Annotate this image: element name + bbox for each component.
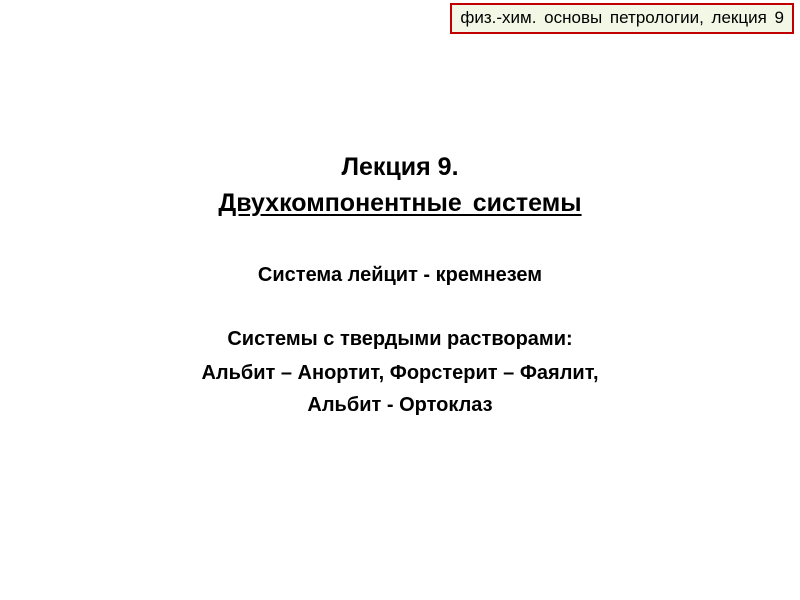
solid-solutions-heading: Системы с твердыми растворами: <box>227 328 573 350</box>
solid-solutions-list-line-2: Альбит - Ортоклаз <box>307 394 493 416</box>
solid-solutions-list-line-1: Альбит – Анортит, Форстерит – Фаялит, <box>201 362 599 384</box>
lecture-topic-title: Двухкомпонентные системы <box>218 189 582 217</box>
lecture-number-title: Лекция 9. <box>341 153 459 181</box>
system-leucite-silica-text: Система лейцит - кремнезем <box>257 264 543 286</box>
course-header-label: физ.-хим. основы петрологии, лекция 9 <box>450 3 794 34</box>
